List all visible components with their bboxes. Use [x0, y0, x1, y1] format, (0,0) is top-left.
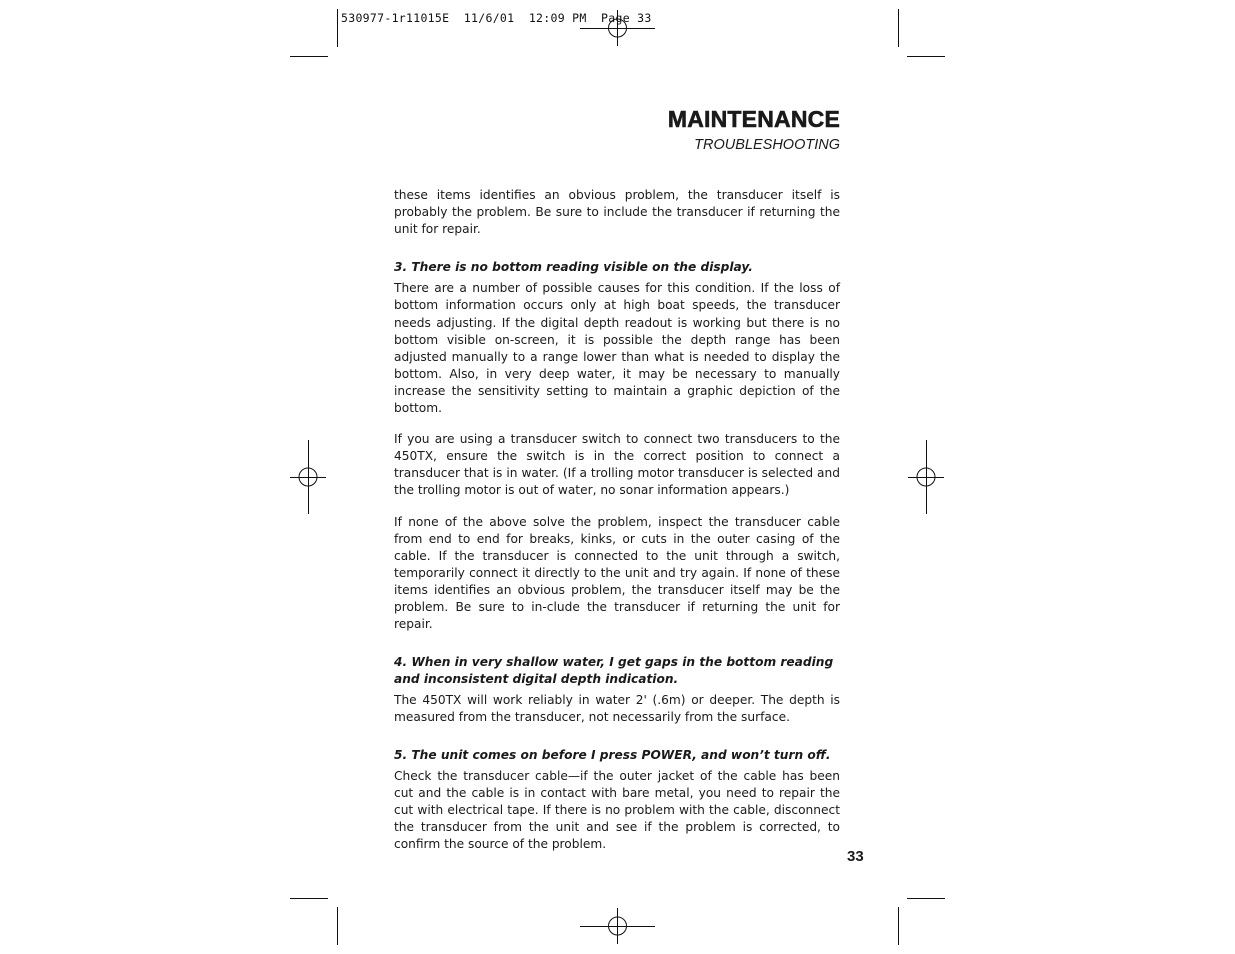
item-3-paragraph-1: There are a number of possible causes for this condition. If the loss of bottom information occurs only at high boat speeds, the transducer needs adjusting. If the digital depth readout is working but there is no bottom visible on-screen, it is possible the depth range has been adjusted manually to a range lower than what is needed to display the bottom. Also, in very deep water, it may be necessary to manually increase the sensitivity setting to maintain a graphic depiction of the bottom. [394, 281, 840, 416]
registration-mark-top [580, 10, 655, 46]
item-4-heading [394, 654, 840, 688]
item-5-paragraph-1: Check the transducer cable—if the outer jacket of the cable has been cut and the cable is in contact with bare metal, you need to repair the cut with electrical tape. If there is no problem with the cable, disconnect the transducer from the unit and see if the problem is corrected, to confirm the source of the problem. [394, 768, 840, 851]
registration-mark-right [908, 440, 944, 514]
item-3-heading: 3. There is no bottom reading visible on the display. [394, 260, 753, 275]
page-number: 33 [847, 848, 864, 865]
registration-mark-bottom [580, 908, 655, 944]
item-4-paragraph-1: The 450TX will work reliably in water 2' (.6m) or deeper. The depth is measured from the transducer, not necessarily from the surface. [394, 693, 840, 725]
item-3-paragraph-3: If none of the above solve the problem, inspect the transducer cable from end to end for breaks, kinks, or cuts in the outer casing of the cable. If the transducer is connected to the unit through a switch, temporarily connect it directly to the unit and try again. If none of these items identifies an obvious problem, the transducer itself may be the problem. Be sure to in-clude the transducer if returning the unit for repair. [394, 514, 840, 632]
registration-mark-left [290, 440, 326, 514]
item-4-heading-line-2: and inconsistent digital depth indication. [394, 672, 679, 687]
section-title: MAINTENANCE [667, 106, 840, 132]
section-subtitle: TROUBLESHOOTING [694, 137, 840, 153]
printer-slug-line: 530977-1r11015E 11/6/01 12:09 PM Page 33 [341, 11, 652, 25]
body-text [394, 187, 840, 853]
item-5-heading: 5. The unit comes on before I press POWER, and won’t turn off. [394, 747, 831, 762]
item-4-heading-line-1: 4. When in very shallow water, I get gaps in the bottom reading [394, 655, 834, 670]
item-3-paragraph-2: If you are using a transducer switch to connect two transducers to the 450TX, ensure the switch is in the correct position to connect a transducer that is in water. (If a trolling motor transducer is selected and the trolling motor is out of water, no sonar information appears.) [394, 432, 840, 498]
intro-paragraph: these items identifies an obvious problem, the transducer itself is probably the problem. Be sure to include the transducer if returning the unit for repair. [394, 188, 840, 237]
